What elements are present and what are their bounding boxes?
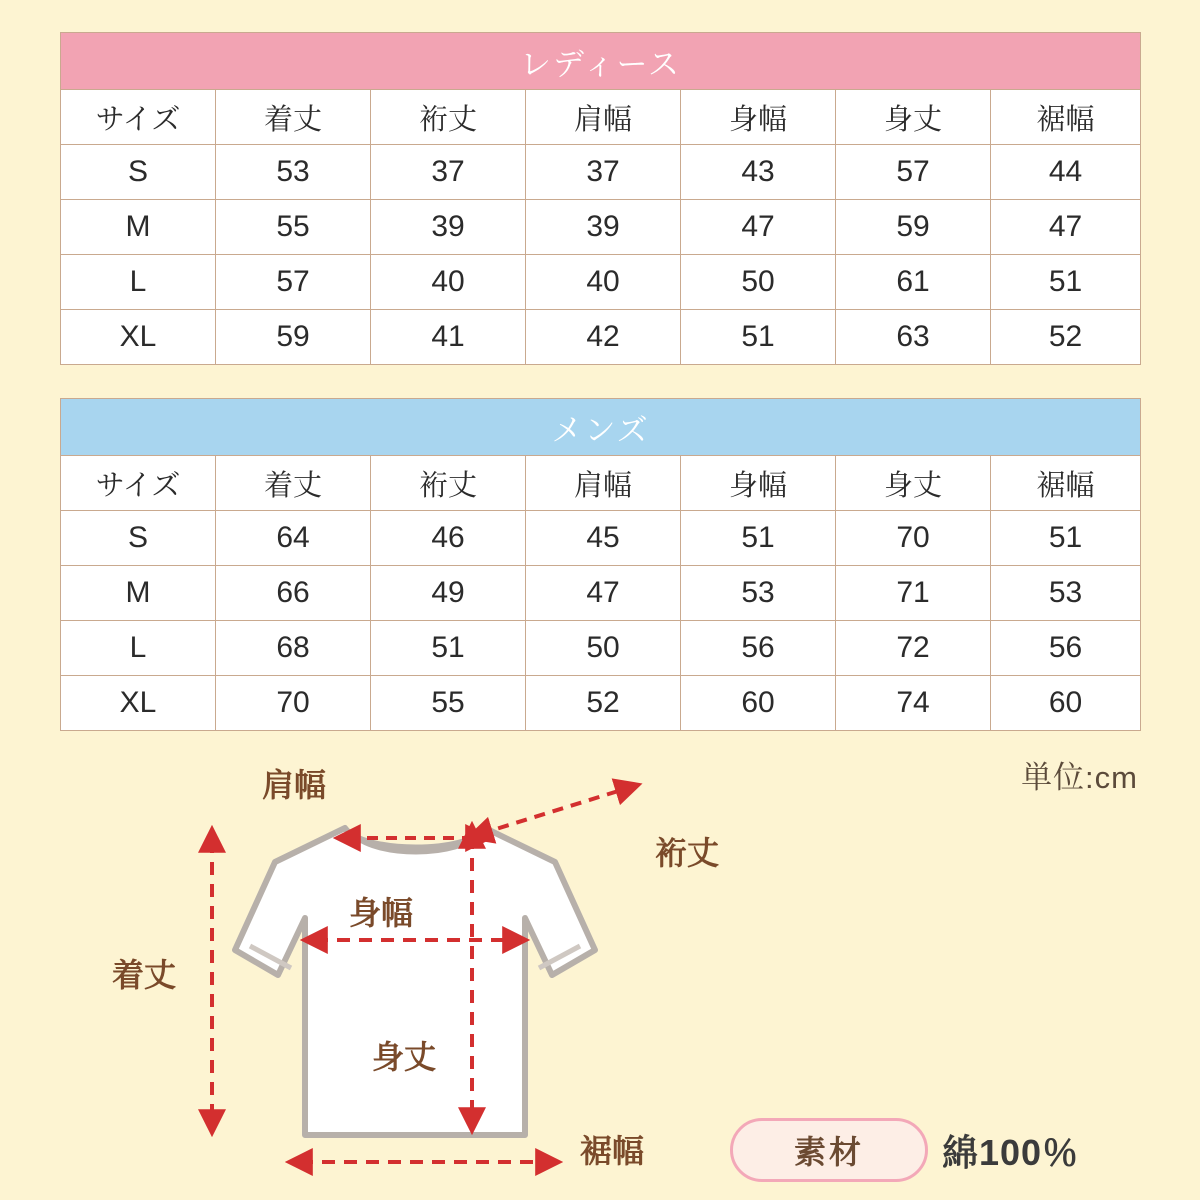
ladies-r1-c0: M (61, 200, 216, 255)
mens-r0-c2: 46 (371, 511, 526, 566)
mens-r2-c4: 56 (681, 621, 836, 676)
label-hem-width: 裾幅 (580, 1133, 645, 1169)
table-row (61, 621, 1141, 676)
ladies-r0-c6: 44 (991, 145, 1141, 200)
ladies-header-yukitake: 裄丈 (371, 90, 526, 145)
table-header-row (61, 90, 1141, 145)
mens-r3-c1: 70 (216, 676, 371, 731)
ladies-r1-c3: 39 (526, 200, 681, 255)
material-value: 綿100％ (942, 1131, 1080, 1173)
table-row (61, 145, 1141, 200)
mens-size-table (60, 398, 1141, 731)
mens-r2-c6: 56 (991, 621, 1141, 676)
tshirt-diagram (100, 750, 820, 1190)
ladies-r3-c4: 51 (681, 310, 836, 365)
ladies-r1-c5: 59 (836, 200, 991, 255)
mens-r0-c6: 51 (991, 511, 1141, 566)
ladies-r3-c3: 42 (526, 310, 681, 365)
mens-r2-c3: 50 (526, 621, 681, 676)
mens-r1-c5: 71 (836, 566, 991, 621)
material-badge: 素材 (730, 1118, 928, 1182)
ladies-r2-c3: 40 (526, 255, 681, 310)
ladies-header-mihaba: 身幅 (681, 90, 836, 145)
ladies-r3-c0: XL (61, 310, 216, 365)
mens-r1-c2: 49 (371, 566, 526, 621)
mens-title: メンズ (61, 399, 1141, 456)
mens-header-kitake: 着丈 (216, 456, 371, 511)
table-row (61, 511, 1141, 566)
table-row (61, 566, 1141, 621)
mens-r2-c5: 72 (836, 621, 991, 676)
table-row (61, 310, 1141, 365)
ladies-header-kitake: 着丈 (216, 90, 371, 145)
label-sleeve-length: 裄丈 (655, 835, 720, 871)
label-chest-width: 身幅 (349, 895, 414, 931)
mens-header-yukitake: 裄丈 (371, 456, 526, 511)
mens-r0-c1: 64 (216, 511, 371, 566)
mens-r3-c2: 55 (371, 676, 526, 731)
ladies-r3-c5: 63 (836, 310, 991, 365)
material-info (730, 1118, 1079, 1182)
mens-r0-c0: S (61, 511, 216, 566)
ladies-r0-c0: S (61, 145, 216, 200)
ladies-r2-c0: L (61, 255, 216, 310)
tshirt-shape (235, 828, 595, 1135)
ladies-r1-c1: 55 (216, 200, 371, 255)
table-title-row (61, 399, 1141, 456)
ladies-r1-c4: 47 (681, 200, 836, 255)
label-shoulder-width: 肩幅 (262, 767, 327, 803)
ladies-r3-c1: 59 (216, 310, 371, 365)
mens-r3-c4: 60 (681, 676, 836, 731)
mens-header-susohaba: 裾幅 (991, 456, 1141, 511)
ladies-r0-c2: 37 (371, 145, 526, 200)
ladies-r2-c5: 61 (836, 255, 991, 310)
table-row (61, 255, 1141, 310)
table-header-row (61, 456, 1141, 511)
unit-note: 単位:cm (1021, 760, 1138, 795)
ladies-r3-c2: 41 (371, 310, 526, 365)
mens-r0-c3: 45 (526, 511, 681, 566)
label-garment-length: 着丈 (112, 957, 177, 993)
mens-header-mihaba: 身幅 (681, 456, 836, 511)
table-row (61, 676, 1141, 731)
mens-r1-c4: 53 (681, 566, 836, 621)
mens-header-katahaba: 肩幅 (526, 456, 681, 511)
mens-r3-c0: XL (61, 676, 216, 731)
ladies-size-table (60, 32, 1141, 365)
mens-r1-c3: 47 (526, 566, 681, 621)
ladies-r2-c6: 51 (991, 255, 1141, 310)
table-title-row (61, 33, 1141, 90)
ladies-r2-c2: 40 (371, 255, 526, 310)
ladies-r1-c2: 39 (371, 200, 526, 255)
mens-r1-c6: 53 (991, 566, 1141, 621)
mens-r3-c5: 74 (836, 676, 991, 731)
mens-r1-c0: M (61, 566, 216, 621)
ladies-title: レディース (61, 33, 1141, 90)
mens-r3-c6: 60 (991, 676, 1141, 731)
mens-header-size: サイズ (61, 456, 216, 511)
ladies-r0-c1: 53 (216, 145, 371, 200)
ladies-header-katahaba: 肩幅 (526, 90, 681, 145)
mens-r0-c4: 51 (681, 511, 836, 566)
mens-r2-c2: 51 (371, 621, 526, 676)
ladies-r2-c4: 50 (681, 255, 836, 310)
ladies-r0-c5: 57 (836, 145, 991, 200)
ladies-r0-c4: 43 (681, 145, 836, 200)
ladies-r1-c6: 47 (991, 200, 1141, 255)
mens-r0-c5: 70 (836, 511, 991, 566)
mens-r2-c1: 68 (216, 621, 371, 676)
mens-r3-c3: 52 (526, 676, 681, 731)
mens-r1-c1: 66 (216, 566, 371, 621)
label-body-length: 身丈 (372, 1039, 437, 1075)
ladies-header-size: サイズ (61, 90, 216, 145)
table-row (61, 200, 1141, 255)
mens-header-mitake: 身丈 (836, 456, 991, 511)
ladies-header-susohaba: 裾幅 (991, 90, 1141, 145)
ladies-r0-c3: 37 (526, 145, 681, 200)
ladies-r3-c6: 52 (991, 310, 1141, 365)
ladies-header-mitake: 身丈 (836, 90, 991, 145)
mens-r2-c0: L (61, 621, 216, 676)
ladies-r2-c1: 57 (216, 255, 371, 310)
